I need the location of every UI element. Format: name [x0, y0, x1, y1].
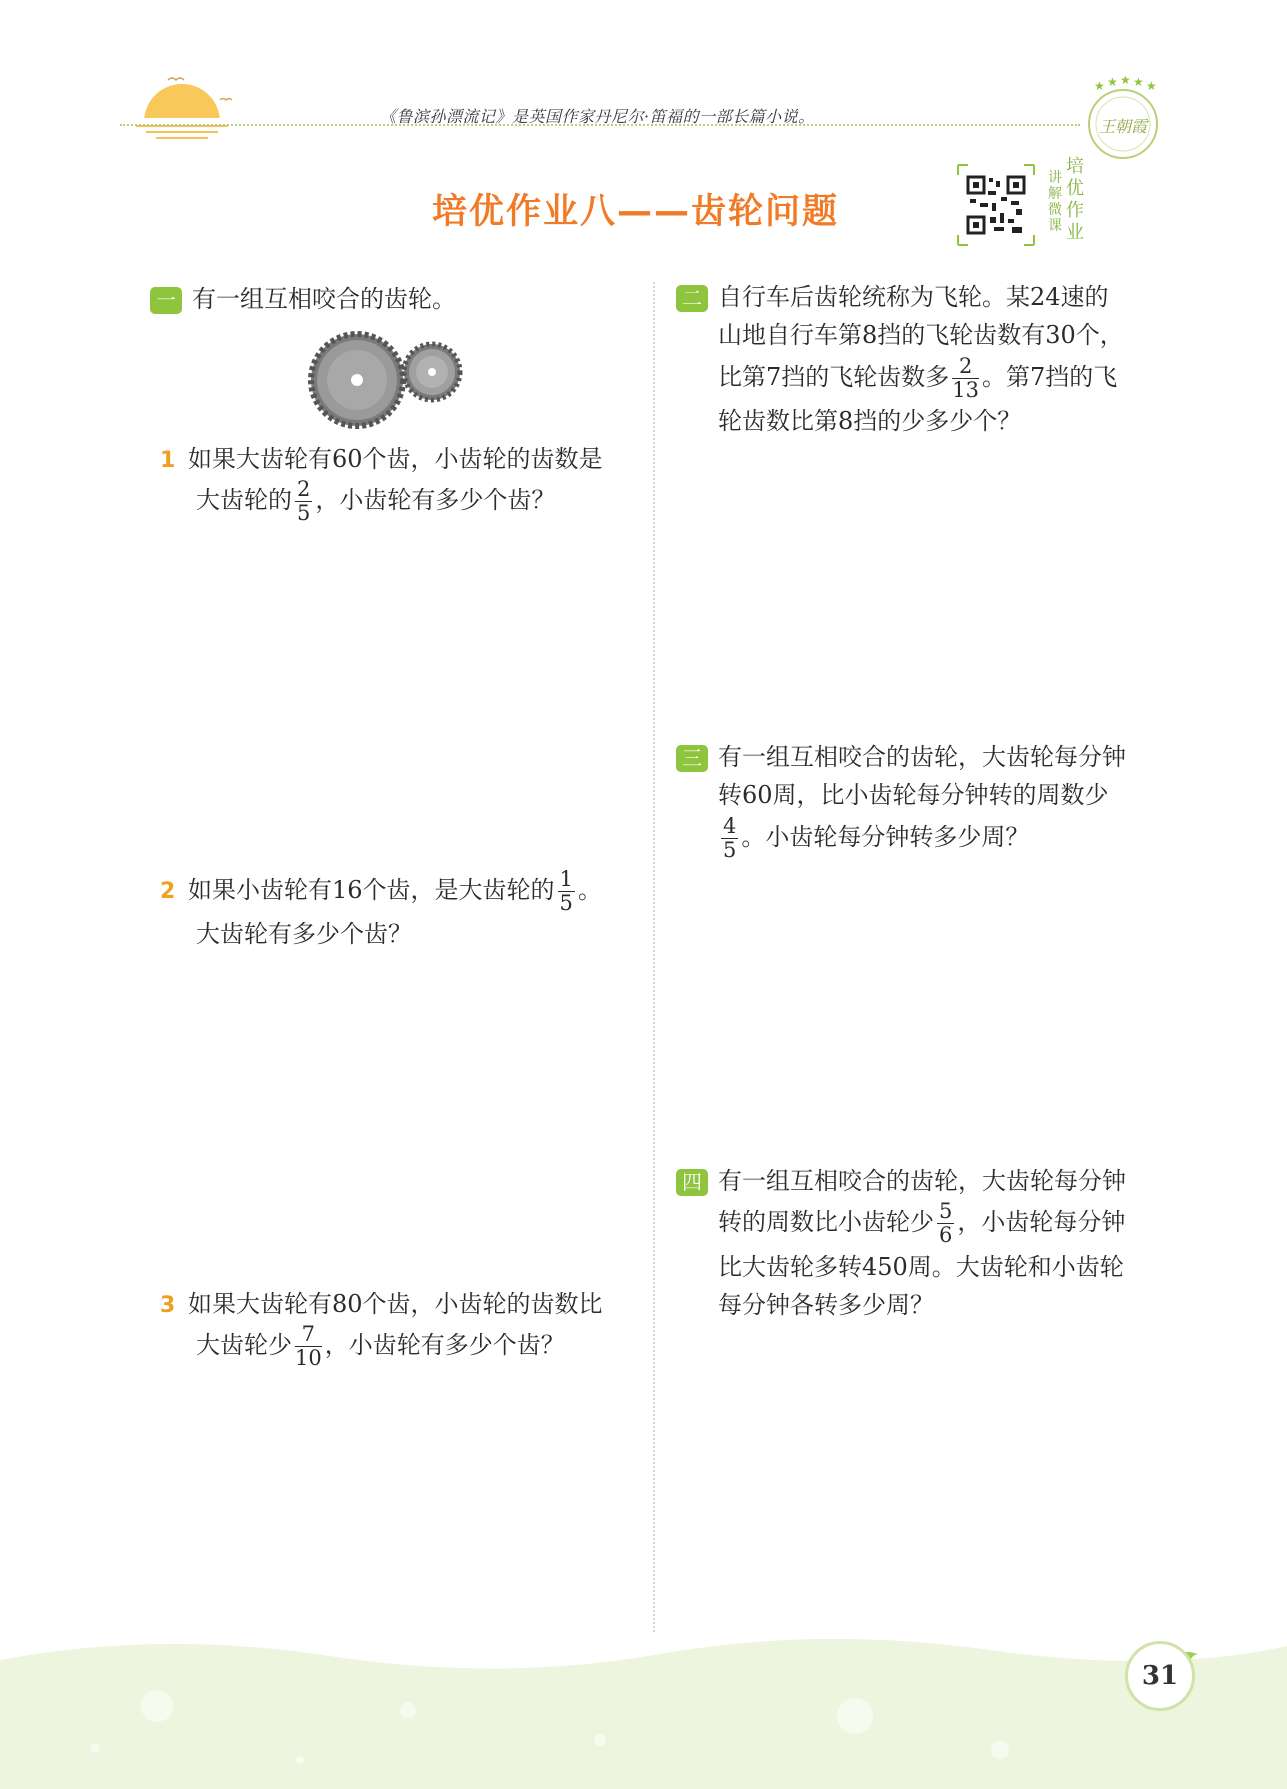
question-2 — [160, 868, 650, 954]
section-text: 每分钟各转多少周？ — [718, 1290, 934, 1319]
qr-label-sub: 讲解微课 — [1048, 170, 1062, 234]
question-text: 大齿轮少 — [196, 1331, 292, 1360]
section-text: 比大齿轮多转450周。大齿轮和小齿轮 — [718, 1252, 1124, 1281]
question-text: 。 — [577, 876, 602, 905]
svg-text:★: ★ — [1146, 79, 1157, 93]
fraction-numerator: 5 — [939, 1199, 953, 1224]
section-text: 山地自行车第8挡的飞轮齿数有30个， — [718, 321, 1124, 350]
fraction-numerator: 1 — [559, 867, 573, 891]
question-text: 大齿轮的 — [196, 486, 292, 515]
section-text: 有一组互相咬合的齿轮，大齿轮每分钟 — [718, 1167, 1126, 1195]
section-badge: 二 — [676, 285, 708, 312]
fraction — [295, 1323, 322, 1370]
sun-decoration-icon — [128, 70, 248, 150]
logo — [1080, 76, 1166, 162]
svg-text:★: ★ — [1120, 76, 1131, 87]
column-divider — [653, 282, 655, 1632]
fraction-numerator: 2 — [297, 477, 311, 502]
svg-text:★: ★ — [1094, 79, 1105, 93]
qr-code-block[interactable] — [956, 163, 1046, 247]
svg-text:★: ★ — [1133, 76, 1144, 89]
section-three — [676, 738, 1176, 862]
section-text: 比第7挡的飞轮齿数多 — [718, 362, 950, 391]
fraction — [558, 868, 575, 915]
fraction — [721, 815, 738, 862]
section-badge: 三 — [676, 745, 708, 772]
section-text: 轮齿数比第8挡的少多少个？ — [718, 406, 1022, 435]
question-number: 2 — [160, 879, 176, 905]
page-number: 31 — [1125, 1641, 1195, 1711]
section-text: 有一组互相咬合的齿轮。 — [192, 285, 456, 313]
fraction-numerator: 2 — [952, 355, 979, 379]
fraction-denominator: 5 — [559, 891, 573, 916]
question-text: 大齿轮有多少个齿？ — [196, 920, 412, 949]
section-badge: 一 — [150, 287, 182, 314]
section-badge: 四 — [676, 1169, 708, 1196]
gears-illustration-icon — [305, 330, 475, 430]
svg-text:★: ★ — [1107, 76, 1118, 89]
fraction — [952, 355, 979, 402]
section-text: 转60周，比小齿轮每分钟转的周数少 — [718, 781, 1109, 810]
logo-text: 王朝霞 — [1099, 117, 1148, 136]
footer-background — [0, 1620, 1287, 1789]
question-text: 如果大齿轮有80个齿，小齿轮的齿数比 — [188, 1290, 603, 1318]
section-text: 。第7挡的飞 — [982, 362, 1118, 391]
question-text: ，小齿轮有多少个齿？ — [315, 486, 556, 515]
section-text: 。小齿轮每分钟转多少周？ — [741, 822, 1030, 851]
question-text: ，小齿轮有多少个齿？ — [324, 1331, 565, 1360]
fraction-numerator: 4 — [723, 813, 737, 838]
section-four — [676, 1162, 1176, 1324]
fraction-denominator: 10 — [295, 1346, 322, 1371]
question-number: 1 — [160, 448, 176, 473]
question-3 — [160, 1285, 640, 1371]
fraction-denominator: 5 — [723, 837, 737, 862]
section-two — [676, 278, 1176, 440]
fraction-denominator: 5 — [297, 501, 311, 526]
fraction — [295, 478, 312, 525]
qr-code-icon — [956, 163, 1036, 247]
section-text: 转的周数比小齿轮少 — [718, 1208, 934, 1237]
section-text: 自行车后齿轮统称为飞轮。某24速的 — [718, 283, 1109, 311]
fraction — [937, 1200, 954, 1247]
section-text: 有一组互相咬合的齿轮，大齿轮每分钟 — [718, 743, 1126, 771]
section-one-intro — [150, 280, 456, 318]
question-text: 如果大齿轮有60个齿，小齿轮的齿数是 — [188, 445, 603, 473]
question-text: 如果小齿轮有16个齿，是大齿轮的 — [188, 876, 555, 905]
question-number: 3 — [160, 1293, 176, 1318]
question-1 — [160, 440, 640, 526]
section-text: ，小齿轮每分钟 — [957, 1208, 1126, 1237]
fraction-denominator: 13 — [952, 377, 980, 402]
fraction-numerator: 7 — [295, 1323, 322, 1347]
header-tagline: 《鲁滨孙漂流记》是英国作家丹尼尔·笛福的一部长篇小说。 — [380, 107, 815, 126]
page-title: 培优作业八——齿轮问题 — [432, 192, 840, 232]
fraction-denominator: 6 — [939, 1223, 953, 1248]
qr-label-main: 培优作业 — [1066, 156, 1084, 243]
